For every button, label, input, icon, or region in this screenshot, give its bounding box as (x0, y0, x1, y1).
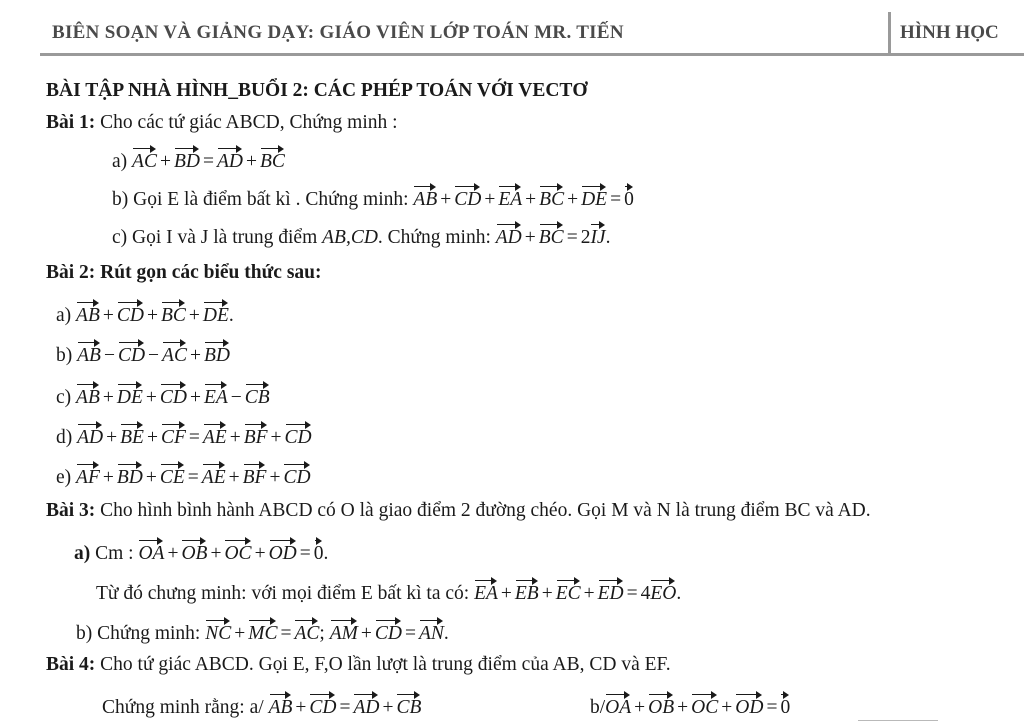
item-label: b/ (590, 697, 606, 718)
vector: AC (132, 146, 157, 175)
item-text: . Chứng minh: (377, 227, 491, 248)
operator: = (187, 467, 199, 488)
vector: CD (375, 618, 402, 647)
bai4-text: Cho tứ giác ABCD. Gọi E, F,O lần lượt là trung điểm của AB, CD và EF. (100, 654, 671, 675)
bai4-label: Bài 4: (46, 654, 96, 675)
item-text: Cm : (95, 543, 134, 564)
operator: = (404, 623, 416, 644)
bai1-label: Bài 1: (46, 112, 96, 133)
header-author: BIÊN SOẠN VÀ GIẢNG DẠY: GIÁO VIÊN LỚP TOÁN MR. TIẾN (52, 22, 624, 43)
vector: AF (76, 462, 100, 491)
vector: EO (650, 578, 676, 607)
header-subject: HÌNH HỌC (900, 22, 999, 43)
bai3-label: Bài 3: (46, 500, 96, 521)
item-label: a) (74, 543, 91, 564)
bai2-item-d (56, 422, 312, 451)
vector: EB (515, 578, 539, 607)
operator: = (188, 427, 200, 448)
bai2-item-e (56, 462, 311, 491)
operator: + (167, 543, 179, 564)
operator: + (500, 583, 512, 604)
item-label: a) (112, 151, 128, 172)
operator: = (202, 151, 214, 172)
operator: = (280, 623, 292, 644)
vector: DE (203, 300, 229, 329)
operator: + (189, 345, 201, 366)
vector: OA (138, 538, 164, 567)
vector: AE (202, 462, 226, 491)
vector: CB (245, 382, 270, 411)
math-text: AB,CD (322, 227, 378, 248)
operator: + (102, 387, 114, 408)
item-text: b) Gọi E là điểm bất kì . Chứng minh: (112, 189, 409, 210)
operator: = (766, 697, 778, 718)
vector: BC (260, 146, 285, 175)
bai2-heading (46, 260, 322, 286)
bai1-item-c (112, 222, 610, 251)
operator: + (360, 623, 372, 644)
vector: CD (160, 382, 187, 411)
vector: AE (203, 422, 227, 451)
vector: BC (539, 184, 564, 213)
bai3-item-b (76, 618, 449, 647)
operator: + (106, 427, 118, 448)
operator: + (229, 427, 241, 448)
operator: + (146, 305, 158, 326)
vector: BF (244, 422, 268, 451)
vector: BD (204, 340, 230, 369)
vector: CB (396, 692, 421, 721)
operator: = (610, 189, 622, 210)
vector: AD (77, 422, 103, 451)
vector: CD (118, 340, 145, 369)
bai3-item-a (74, 538, 328, 567)
vector: AB (269, 692, 293, 721)
zero-vector: 0 (314, 538, 324, 567)
item-text: Từ đó chưng minh: với mọi điểm E bất kì ta có: (96, 583, 470, 604)
vector: BD (117, 462, 143, 491)
vector: BF (243, 462, 267, 491)
item-label: a) (56, 305, 72, 326)
vector: BE (120, 422, 144, 451)
vector: AD (217, 146, 243, 175)
bai1-item-a (112, 146, 285, 175)
bai2-item-b (56, 340, 230, 369)
vector: CD (454, 184, 481, 213)
vector: MC (248, 618, 277, 647)
operator: = (566, 227, 578, 248)
bai2-text: Rút gọn các biểu thức sau: (100, 262, 322, 283)
operator: + (524, 227, 536, 248)
vector: EC (556, 578, 581, 607)
operator: + (634, 697, 646, 718)
vector: AD (496, 222, 522, 251)
vector: CE (160, 462, 185, 491)
operator: + (145, 387, 157, 408)
vector: OB (648, 692, 674, 721)
bai3-text: Cho hình bình hành ABCD có O là giao điểm 2 đường chéo. Gọi M và N là trung điểm BC và AD. (100, 500, 871, 521)
item-label: d) (56, 427, 73, 448)
vector: ED (598, 578, 624, 607)
vector: AB (76, 382, 100, 411)
punctuation: . (443, 623, 449, 644)
vector: NC (205, 618, 231, 647)
bai1-heading (46, 110, 398, 136)
operator: − (148, 345, 160, 366)
page-header (0, 0, 1024, 58)
vector: OC (224, 538, 251, 567)
vector: AD (353, 692, 379, 721)
item-label: c) (56, 387, 72, 408)
item-label: e) (56, 467, 72, 488)
operator: + (189, 387, 201, 408)
operator: + (210, 543, 222, 564)
coefficient: 2 (580, 227, 591, 248)
operator: + (269, 467, 281, 488)
bai2-item-a (56, 300, 234, 329)
header-separator (888, 12, 891, 56)
vector: CD (285, 422, 312, 451)
punctuation: . (676, 583, 682, 604)
coefficient: 4 (640, 583, 651, 604)
vector: AB (77, 340, 101, 369)
operator: = (299, 543, 311, 564)
vector: OC (691, 692, 718, 721)
operator: + (102, 467, 114, 488)
bai1-text: Cho các tứ giác ABCD, Chứng minh : (100, 112, 398, 133)
operator: + (254, 543, 266, 564)
operator: + (382, 697, 394, 718)
operator: + (146, 427, 158, 448)
operator: + (583, 583, 595, 604)
worksheet-title: BÀI TẬP NHÀ HÌNH_BUỔI 2: CÁC PHÉP TOÁN VỚI VECTƠ (46, 80, 588, 101)
bottom-edge-line (858, 720, 938, 721)
item-text: Chứng minh rằng: a/ (102, 697, 264, 718)
punctuation: . (323, 543, 329, 564)
operator: + (721, 697, 733, 718)
bai1-item-b (112, 184, 634, 213)
vector: CF (161, 422, 186, 451)
operator: = (626, 583, 638, 604)
operator: + (188, 305, 200, 326)
vector: CD (117, 300, 144, 329)
operator: + (228, 467, 240, 488)
vector: AM (330, 618, 358, 647)
operator: + (159, 151, 171, 172)
vector: EA (474, 578, 498, 607)
zero-vector: 0 (780, 692, 790, 721)
vector: DE (117, 382, 143, 411)
vector: OD (735, 692, 763, 721)
vector: AB (76, 300, 100, 329)
vector: OD (269, 538, 297, 567)
operator: − (230, 387, 242, 408)
vector: AB (413, 184, 437, 213)
operator: + (234, 623, 246, 644)
vector: DE (581, 184, 607, 213)
vector: EA (498, 184, 522, 213)
vector: CD (283, 462, 310, 491)
vector: IJ (590, 222, 605, 251)
vector: EA (204, 382, 228, 411)
operator: − (103, 345, 115, 366)
bai2-item-c (56, 382, 270, 411)
punctuation: ; (319, 623, 325, 644)
operator: + (525, 189, 537, 210)
item-text: b) Chứng minh: (76, 623, 201, 644)
operator: + (677, 697, 689, 718)
punctuation: . (605, 227, 611, 248)
operator: = (339, 697, 351, 718)
operator: + (102, 305, 114, 326)
operator: + (440, 189, 452, 210)
operator: + (484, 189, 496, 210)
vector: CD (309, 692, 336, 721)
bai3-heading (46, 498, 871, 524)
header-rule (40, 53, 1024, 56)
punctuation: . (228, 305, 234, 326)
zero-vector: 0 (624, 184, 634, 213)
operator: + (567, 189, 579, 210)
bai3-sub (96, 578, 681, 607)
vector: OA (605, 692, 631, 721)
vector: BC (161, 300, 186, 329)
vector: BC (539, 222, 564, 251)
bai4-heading (46, 652, 671, 678)
vector: AN (419, 618, 444, 647)
vector: BD (174, 146, 200, 175)
bai4-item-a (102, 692, 421, 721)
item-text: c) Gọi I và J là trung điểm (112, 227, 318, 248)
bai2-label: Bài 2: (46, 262, 96, 283)
operator: + (245, 151, 257, 172)
operator: + (145, 467, 157, 488)
vector: OB (181, 538, 207, 567)
vector: AC (162, 340, 187, 369)
item-label: b) (56, 345, 73, 366)
bai4-item-b (590, 692, 790, 721)
operator: + (270, 427, 282, 448)
vector: AC (294, 618, 319, 647)
operator: + (541, 583, 553, 604)
operator: + (295, 697, 307, 718)
